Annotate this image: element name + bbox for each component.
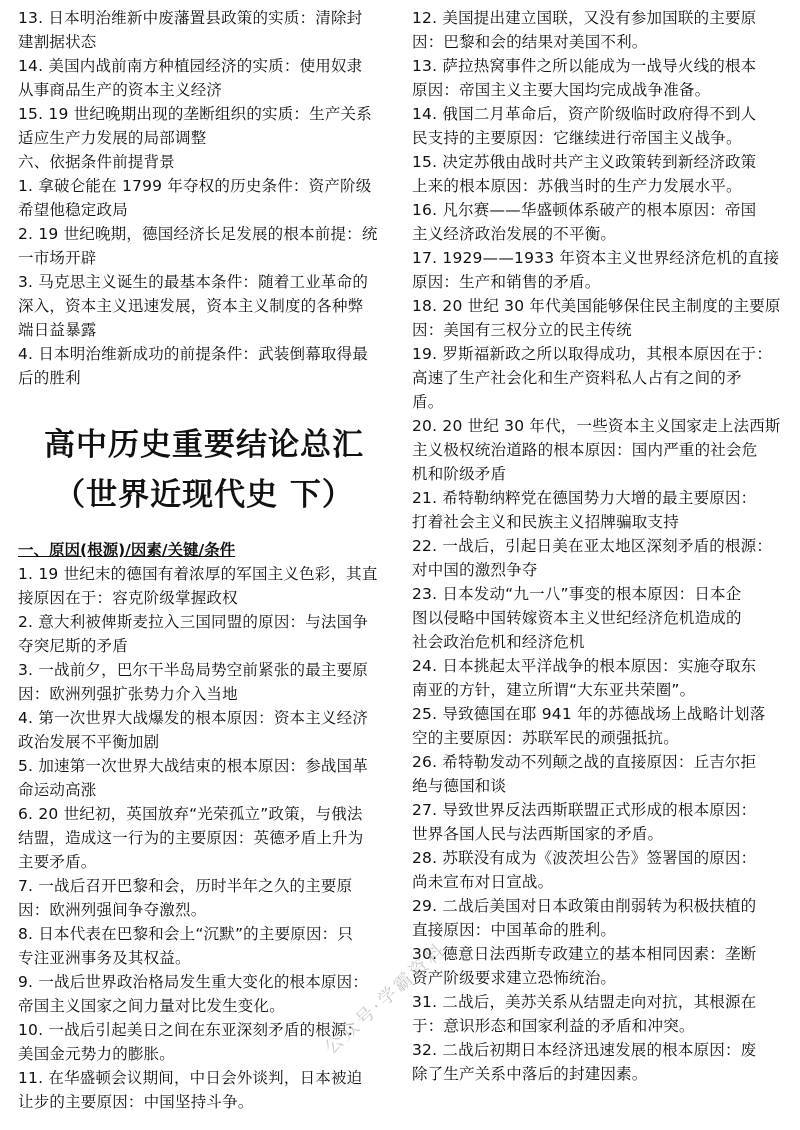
text-line: 原因：帝国主义主要大国均完成战争准备。 bbox=[412, 81, 711, 99]
text-line: 因：美国有三权分立的民主传统 bbox=[412, 321, 632, 339]
text-line: 除了生产关系中落后的封建因素。 bbox=[412, 1065, 648, 1083]
text-line: 29. 二战后美国对日本政策由削弱转为积极扶植的 bbox=[412, 897, 757, 915]
text-line: 社会政治危机和经济危机 bbox=[412, 633, 585, 651]
text-line: 14. 俄国二月革命后，资产阶级临时政府得不到人 bbox=[412, 105, 757, 123]
text-line: 24. 日本挑起太平洋战争的根本原因：实施夺取东 bbox=[412, 657, 757, 675]
text-line: 主要矛盾。 bbox=[18, 853, 97, 871]
text-line: 27. 导致世界反法西斯联盟正式形成的根本原因： bbox=[412, 801, 757, 819]
text-line: 8. 日本代表在巴黎和会上“沉默”的主要原因：只 bbox=[18, 925, 354, 943]
text-line: 从事商品生产的资本主义经济 bbox=[18, 81, 223, 99]
text-line: 13. 日本明治维新中废藩置县政策的实质：清除封 bbox=[18, 9, 363, 27]
text-line: 深入，资本主义迅速发展，资本主义制度的各种弊 bbox=[18, 297, 364, 315]
text-line: 14. 美国内战前南方种植园经济的实质：使用奴隶 bbox=[18, 57, 363, 75]
text-line: 于：意识形态和国家利益的矛盾和冲突。 bbox=[412, 1017, 695, 1035]
document-subtitle: （世界近现代史 下） bbox=[54, 477, 354, 513]
text-line: 31. 二战后，美苏关系从结盟走向对抗，其根源在 bbox=[412, 993, 757, 1011]
text-line: 原因：生产和销售的矛盾。 bbox=[412, 273, 601, 291]
document-title: 高中历史重要结论总汇 bbox=[44, 427, 364, 463]
text-line: 3. 马克思主义诞生的最基本条件：随着工业革命的 bbox=[18, 273, 369, 291]
text-line: 民支持的主要原因：它继续进行帝国主义战争。 bbox=[412, 129, 742, 147]
text-line: 2. 19 世纪晚期，德国经济长足发展的根本前提：统 bbox=[18, 225, 378, 243]
text-line: 资产阶级要求建立恐怖统治。 bbox=[412, 969, 617, 987]
text-line: 一市场开辟 bbox=[18, 249, 97, 267]
text-line: 1. 拿破仑能在 1799 年夺权的历史条件：资产阶级 bbox=[18, 177, 372, 195]
text-line: 2. 意大利被俾斯麦拉入三国同盟的原因：与法国争 bbox=[18, 613, 369, 631]
text-line: 28. 苏联没有成为《波茨坦公告》签署国的原因： bbox=[412, 849, 757, 867]
text-line: 10. 一战后引起美日之间在东亚深刻矛盾的根源： bbox=[18, 1021, 363, 1039]
text-line: 4. 第一次世界大战爆发的根本原因：资本主义经济 bbox=[18, 709, 369, 727]
text-line: 15. 决定苏俄由战时共产主义政策转到新经济政策 bbox=[412, 153, 757, 171]
text-line: 后的胜利 bbox=[18, 369, 81, 387]
text-line: 希望他稳定政局 bbox=[18, 201, 128, 219]
text-line: 13. 萨拉热窝事件之所以能成为一战导火线的根本 bbox=[412, 57, 757, 75]
text-line: 政治发展不平衡加剧 bbox=[18, 733, 160, 751]
text-line: 世界各国人民与法西斯国家的矛盾。 bbox=[412, 825, 664, 843]
text-line: 上来的根本原因：苏俄当时的生产力发展水平。 bbox=[412, 177, 742, 195]
text-line: 专注亚洲事务及其权益。 bbox=[18, 949, 191, 967]
text-line: 美国金元势力的膨胀。 bbox=[18, 1045, 176, 1063]
text-line: 11. 在华盛顿会议期间，中日会外谈判，日本被迫 bbox=[18, 1069, 363, 1087]
text-line: 17. 1929——1933 年资本主义世界经济危机的直接 bbox=[412, 249, 780, 267]
text-line: 3. 一战前夕，巴尔干半岛局势空前紧张的最主要原 bbox=[18, 661, 369, 679]
text-line: 南亚的方针，建立所谓“大东亚共荣圈”。 bbox=[412, 681, 696, 699]
text-line: 18. 20 世纪 30 年代美国能够保住民主制度的主要原 bbox=[412, 297, 781, 315]
text-line: 机和阶级矛盾 bbox=[412, 465, 507, 483]
left-column bbox=[18, 6, 390, 1114]
text-line: 12. 美国提出建立国联，又没有参加国联的主要原 bbox=[412, 9, 757, 27]
text-line: 主义经济政治发展的不平衡。 bbox=[412, 225, 617, 243]
text-line: 25. 导致德国在耶 941 年的苏德战场上战略计划落 bbox=[412, 705, 766, 723]
text-line: 30. 德意日法西斯专政建立的基本相同因素：垄断 bbox=[412, 945, 757, 963]
text-line: 适应生产力发展的局部调整 bbox=[18, 129, 207, 147]
text-line: 6. 20 世纪初，英国放弃“光荣孤立”政策，与俄法 bbox=[18, 805, 363, 823]
text-line: 5. 加速第一次世界大战结束的根本原因：参战国革 bbox=[18, 757, 369, 775]
text-line: 21. 希特勒纳粹党在德国势力大增的最主要原因： bbox=[412, 489, 757, 507]
text-line: 接原因在于：容克阶级掌握政权 bbox=[18, 589, 238, 607]
text-line: 端日益暴露 bbox=[18, 321, 97, 339]
text-line: 结盟，造成这一行为的主要原因：英德矛盾上升为 bbox=[18, 829, 364, 847]
text-line: 因：欧洲列强间争夺激烈。 bbox=[18, 901, 207, 919]
text-line: 16. 凡尔赛——华盛顿体系破产的根本原因：帝国 bbox=[412, 201, 757, 219]
text-line: 命运动高涨 bbox=[18, 781, 97, 799]
text-line: 1. 19 世纪末的德国有着浓厚的军国主义色彩，其直 bbox=[18, 565, 378, 583]
text-line: 因：欧洲列强扩张势力介入当地 bbox=[18, 685, 238, 703]
text-line: 直接原因：中国革命的胜利。 bbox=[412, 921, 617, 939]
subsection-heading: 六、依据条件前提背景 bbox=[18, 153, 176, 171]
text-line: 对中国的激烈争夺 bbox=[412, 561, 538, 579]
text-line: 尚未宣布对日宣战。 bbox=[412, 873, 554, 891]
text-line: 32. 二战后初期日本经济迅速发展的根本原因：废 bbox=[412, 1041, 757, 1059]
text-line: 7. 一战后召开巴黎和会，历时半年之久的主要原 bbox=[18, 877, 353, 895]
text-line: 空的主要原因：苏联军民的顽强抵抗。 bbox=[412, 729, 679, 747]
text-line: 帝国主义国家之间力量对比发生变化。 bbox=[18, 997, 285, 1015]
left-top-block bbox=[18, 6, 390, 390]
text-line: 19. 罗斯福新政之所以取得成功，其根本原因在于： bbox=[412, 345, 773, 363]
text-line: 20. 20 世纪 30 年代，一些资本主义国家走上法西斯 bbox=[412, 417, 781, 435]
text-line: 打着社会主义和民族主义招牌骗取支持 bbox=[412, 513, 679, 531]
text-line: 高速了生产社会化和生产资料私人占有之间的矛 bbox=[412, 369, 742, 387]
text-line: 9. 一战后世界政治格局发生重大变化的根本原因： bbox=[18, 973, 369, 991]
text-line: 4. 日本明治维新成功的前提条件：武装倒幕取得最 bbox=[18, 345, 369, 363]
section-heading: 一、原因(根源)/因素/关键/条件 bbox=[18, 541, 236, 559]
text-line: 夺突尼斯的矛盾 bbox=[18, 637, 128, 655]
text-line: 绝与德国和谈 bbox=[412, 777, 507, 795]
text-line: 23. 日本发动“九一八”事变的根本原因：日本企 bbox=[412, 585, 742, 603]
text-line: 22. 一战后，引起日美在亚太地区深刻矛盾的根源： bbox=[412, 537, 773, 555]
text-line: 建割据状态 bbox=[18, 33, 97, 51]
text-line: 因：巴黎和会的结果对美国不利。 bbox=[412, 33, 648, 51]
text-line: 15. 19 世纪晚期出现的垄断组织的实质：生产关系 bbox=[18, 105, 372, 123]
text-line: 图以侵略中国转嫁资本主义世纪经济危机造成的 bbox=[412, 609, 742, 627]
text-line: 盾。 bbox=[412, 393, 444, 411]
text-line: 主义极权统治道路的根本原因：国内严重的社会危 bbox=[412, 441, 758, 459]
text-line: 让步的主要原因：中国坚持斗争。 bbox=[18, 1093, 254, 1111]
text-line: 26. 希特勒发动不列颠之战的直接原因：丘吉尔拒 bbox=[412, 753, 757, 771]
watermark: 公众号·学霸资料 bbox=[320, 938, 451, 1059]
